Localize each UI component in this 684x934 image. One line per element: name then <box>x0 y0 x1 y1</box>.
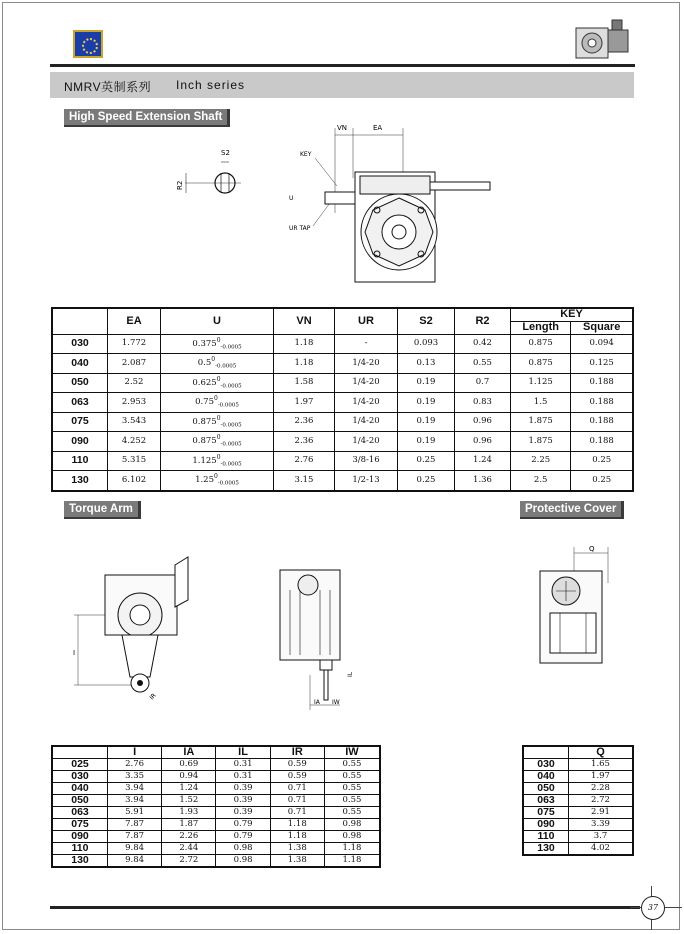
row-code: 040 <box>52 354 108 374</box>
label-i: I <box>73 649 76 657</box>
cell-q: 3.7 <box>569 831 634 843</box>
cell-r2: 1.36 <box>455 471 511 491</box>
cell-u-value: 1.125 <box>192 455 217 466</box>
row-code: 130 <box>52 471 108 491</box>
cell-i: 3.35 <box>108 771 162 783</box>
label-u: U <box>289 195 294 202</box>
cell-ir: 0.71 <box>270 795 324 807</box>
cell-iw: 0.98 <box>324 831 380 843</box>
cell-ia: 1.52 <box>162 795 216 807</box>
cell-i: 7.87 <box>108 819 162 831</box>
row-code: 075 <box>523 807 569 819</box>
extension-shaft-gearbox-drawing <box>285 118 495 288</box>
cell-il: 0.31 <box>216 771 270 783</box>
cell-vn: 2.36 <box>274 412 335 432</box>
header-rule <box>50 64 635 67</box>
cell-iw: 0.55 <box>324 771 380 783</box>
row-code: 110 <box>523 831 569 843</box>
cell-ea: 6.102 <box>108 471 161 491</box>
cell-u <box>161 432 274 452</box>
cell-u-value: 0.75 <box>195 396 214 407</box>
row-code: 075 <box>52 412 108 432</box>
col-ia: IA <box>162 746 216 759</box>
table-row <box>52 432 633 452</box>
table-row <box>52 393 633 413</box>
cell-ir: 1.18 <box>270 831 324 843</box>
cell-ea: 3.543 <box>108 412 161 432</box>
tol-upper: 0 <box>216 434 221 442</box>
table-row <box>523 807 633 819</box>
cell-ea: 2.52 <box>108 373 161 393</box>
cell-ia: 1.87 <box>162 819 216 831</box>
col-s2: S2 <box>398 308 455 334</box>
cell-ea: 2.953 <box>108 393 161 413</box>
label-ir: IR <box>148 692 158 702</box>
cell-q: 1.97 <box>569 771 634 783</box>
cell-key-square: 0.188 <box>571 412 633 432</box>
cell-vn: 1.97 <box>274 393 335 413</box>
cell-iw: 0.55 <box>324 795 380 807</box>
torque-arm-side-drawing <box>270 565 370 715</box>
cell-ia: 1.24 <box>162 783 216 795</box>
table-row <box>52 771 380 783</box>
row-code: 110 <box>52 843 108 855</box>
cell-ur: 1/4-20 <box>335 432 398 452</box>
cell-ia: 2.72 <box>162 855 216 868</box>
cell-ir: 1.18 <box>270 819 324 831</box>
protective-cover-table <box>522 745 634 856</box>
table-row <box>52 759 380 771</box>
tol-lower: -0.0005 <box>215 363 237 370</box>
cell-vn: 1.18 <box>274 354 335 374</box>
row-code: 050 <box>52 795 108 807</box>
tol-upper: 0 <box>214 395 218 403</box>
cell-u <box>161 451 274 471</box>
section-extension-shaft: High Speed Extension Shaft <box>64 109 230 127</box>
row-code: 030 <box>523 759 569 771</box>
table-row <box>52 843 380 855</box>
cell-il: 0.31 <box>216 759 270 771</box>
cell-r2: 0.42 <box>455 334 511 354</box>
tol-upper: 0 <box>216 453 221 461</box>
label-s2: S2 <box>221 149 230 157</box>
cell-u-value: 0.625 <box>192 377 217 388</box>
cell-r2: 0.7 <box>455 373 511 393</box>
footer-rule <box>50 906 640 909</box>
cell-s2: 0.19 <box>398 412 455 432</box>
protective-cover-drawing <box>530 543 610 673</box>
label-ur-tap: UR TAP <box>289 225 311 232</box>
tol-lower: -0.0005 <box>217 480 239 487</box>
table-row <box>523 783 633 795</box>
row-code: 030 <box>52 334 108 354</box>
cell-q: 2.72 <box>569 795 634 807</box>
cell-q: 2.28 <box>569 783 634 795</box>
row-code: 030 <box>52 771 108 783</box>
page-title: NMRV英制系列 <box>64 80 152 94</box>
tol-lower: -0.0005 <box>217 402 239 409</box>
cell-q: 2.91 <box>569 807 634 819</box>
cell-vn: 2.36 <box>274 432 335 452</box>
table-row <box>52 807 380 819</box>
cell-r2: 0.83 <box>455 393 511 413</box>
col-u: U <box>161 308 274 334</box>
col-il: IL <box>216 746 270 759</box>
cell-key-square: 0.25 <box>571 471 633 491</box>
tol-lower: -0.0005 <box>220 461 242 468</box>
cell-il: 0.39 <box>216 807 270 819</box>
cell-key-length: 1.875 <box>511 432 571 452</box>
cell-ur: 1/4-20 <box>335 373 398 393</box>
table-row <box>52 334 633 354</box>
row-code: 090 <box>523 819 569 831</box>
table-row <box>523 771 633 783</box>
cell-u-value: 1.25 <box>195 474 214 485</box>
cell-i: 7.87 <box>108 831 162 843</box>
col-key: KEY <box>511 308 634 321</box>
cell-iw: 1.18 <box>324 855 380 868</box>
cell-ir: 1.38 <box>270 855 324 868</box>
cell-u-value: 0.875 <box>192 435 217 446</box>
cell-key-length: 2.5 <box>511 471 571 491</box>
label-ia: IA <box>314 699 320 706</box>
row-code: 090 <box>52 831 108 843</box>
cell-i: 5.91 <box>108 807 162 819</box>
table-row <box>523 795 633 807</box>
col-i: I <box>108 746 162 759</box>
row-code: 130 <box>52 855 108 868</box>
tol-upper: 0 <box>216 336 221 344</box>
col-q: Q <box>569 746 634 759</box>
cell-key-length: 1.125 <box>511 373 571 393</box>
cell-key-square: 0.188 <box>571 432 633 452</box>
page-subtitle: Inch series <box>176 78 246 92</box>
extension-shaft-table <box>51 307 634 492</box>
cell-ur: - <box>335 334 398 354</box>
col-vn: VN <box>274 308 335 334</box>
cell-ea: 1.772 <box>108 334 161 354</box>
cell-u <box>161 334 274 354</box>
label-q: Q <box>589 545 595 553</box>
section-protective-cover: Protective Cover <box>520 501 624 519</box>
cell-ir: 1.38 <box>270 843 324 855</box>
row-code: 110 <box>52 451 108 471</box>
cell-ur: 1/2-13 <box>335 471 398 491</box>
table-row <box>52 373 633 393</box>
row-code: 050 <box>523 783 569 795</box>
col-key-length: Length <box>511 321 571 334</box>
cell-il: 0.39 <box>216 783 270 795</box>
row-code: 063 <box>523 795 569 807</box>
row-code: 040 <box>52 783 108 795</box>
label-key: KEY <box>300 151 312 158</box>
cell-i: 3.94 <box>108 783 162 795</box>
cell-s2: 0.13 <box>398 354 455 374</box>
cell-i: 9.84 <box>108 855 162 868</box>
cell-r2: 0.96 <box>455 412 511 432</box>
page-number: 37 <box>641 896 665 920</box>
label-il: IL <box>347 671 354 677</box>
cell-i: 9.84 <box>108 843 162 855</box>
row-code: 130 <box>523 843 569 856</box>
cell-u-value: 0.875 <box>192 416 217 427</box>
col-r2: R2 <box>455 308 511 334</box>
table-row <box>52 451 633 471</box>
cell-ea: 4.252 <box>108 432 161 452</box>
col-iw: IW <box>324 746 380 759</box>
cell-ir: 0.59 <box>270 771 324 783</box>
label-vn: VN <box>337 124 348 132</box>
cell-vn: 3.15 <box>274 471 335 491</box>
cell-s2: 0.25 <box>398 451 455 471</box>
tol-upper: 0 <box>216 375 221 383</box>
col-key-square: Square <box>571 321 633 334</box>
torque-arm-table <box>51 745 381 868</box>
cell-ur: 1/4-20 <box>335 412 398 432</box>
table-row <box>52 855 380 868</box>
table-row <box>52 471 633 491</box>
cell-vn: 1.18 <box>274 334 335 354</box>
col-ir: IR <box>270 746 324 759</box>
cell-ea: 5.315 <box>108 451 161 471</box>
cell-key-square: 0.094 <box>571 334 633 354</box>
cell-vn: 1.58 <box>274 373 335 393</box>
cell-s2: 0.19 <box>398 432 455 452</box>
label-r2: R2 <box>176 180 184 190</box>
cell-ia: 2.44 <box>162 843 216 855</box>
cell-ur: 1/4-20 <box>335 354 398 374</box>
row-code: 025 <box>52 759 108 771</box>
cell-r2: 1.24 <box>455 451 511 471</box>
cell-u <box>161 393 274 413</box>
cell-ir: 0.71 <box>270 783 324 795</box>
table-row <box>52 783 380 795</box>
cell-ia: 1.93 <box>162 807 216 819</box>
table-row <box>52 831 380 843</box>
cell-ir: 0.59 <box>270 759 324 771</box>
table-row <box>523 843 633 856</box>
cell-il: 0.79 <box>216 831 270 843</box>
cell-iw: 0.55 <box>324 783 380 795</box>
gearmotor-thumbnail-icon <box>572 18 632 62</box>
tol-lower: -0.0005 <box>220 422 242 429</box>
cell-iw: 1.18 <box>324 843 380 855</box>
row-code: 063 <box>52 807 108 819</box>
cell-il: 0.98 <box>216 855 270 868</box>
tol-lower: -0.0005 <box>220 441 242 448</box>
cell-key-length: 0.875 <box>511 354 571 374</box>
table-row <box>523 819 633 831</box>
cell-q: 3.39 <box>569 819 634 831</box>
cell-u-value: 0.5 <box>197 357 212 368</box>
table-row <box>523 831 633 843</box>
tol-upper: 0 <box>211 356 216 364</box>
cell-vn: 2.76 <box>274 451 335 471</box>
cell-key-length: 2.25 <box>511 451 571 471</box>
cell-r2: 0.96 <box>455 432 511 452</box>
section-torque-arm: Torque Arm <box>64 501 141 519</box>
cell-iw: 0.55 <box>324 759 380 771</box>
cell-ia: 0.94 <box>162 771 216 783</box>
corner-cell <box>523 746 569 759</box>
cell-u-value: 0.375 <box>192 338 217 349</box>
cell-ur: 3/8-16 <box>335 451 398 471</box>
cell-r2: 0.55 <box>455 354 511 374</box>
row-code: 050 <box>52 373 108 393</box>
cell-s2: 0.25 <box>398 471 455 491</box>
table-row <box>52 819 380 831</box>
corner-cell <box>52 308 108 334</box>
cell-s2: 0.093 <box>398 334 455 354</box>
row-code: 090 <box>52 432 108 452</box>
tol-upper: 0 <box>216 414 221 422</box>
cell-ea: 2.087 <box>108 354 161 374</box>
shaft-keyway-drawing <box>175 140 245 210</box>
cell-ia: 2.26 <box>162 831 216 843</box>
cell-ia: 0.69 <box>162 759 216 771</box>
cell-key-length: 0.875 <box>511 334 571 354</box>
company-logo <box>73 30 103 58</box>
cell-iw: 0.98 <box>324 819 380 831</box>
table-row <box>52 795 380 807</box>
label-ea: EA <box>373 124 383 132</box>
tol-upper: 0 <box>214 473 218 481</box>
cell-q: 4.02 <box>569 843 634 856</box>
cell-key-length: 1.5 <box>511 393 571 413</box>
cell-il: 0.39 <box>216 795 270 807</box>
cell-key-square: 0.188 <box>571 373 633 393</box>
cell-u <box>161 471 274 491</box>
cell-il: 0.98 <box>216 843 270 855</box>
row-code: 063 <box>52 393 108 413</box>
col-ur: UR <box>335 308 398 334</box>
row-code: 075 <box>52 819 108 831</box>
cell-key-square: 0.125 <box>571 354 633 374</box>
tol-lower: -0.0005 <box>220 344 242 351</box>
row-code: 040 <box>523 771 569 783</box>
corner-cell <box>52 746 108 759</box>
cell-il: 0.79 <box>216 819 270 831</box>
cell-s2: 0.19 <box>398 373 455 393</box>
col-ea: EA <box>108 308 161 334</box>
cell-key-square: 0.25 <box>571 451 633 471</box>
cell-i: 2.76 <box>108 759 162 771</box>
cell-i: 3.94 <box>108 795 162 807</box>
cell-u <box>161 412 274 432</box>
tol-lower: -0.0005 <box>220 383 242 390</box>
cell-u <box>161 373 274 393</box>
cell-iw: 0.55 <box>324 807 380 819</box>
cell-ur: 1/4-20 <box>335 393 398 413</box>
torque-arm-front-drawing <box>70 555 200 715</box>
cell-key-square: 0.188 <box>571 393 633 413</box>
label-iw: IW <box>332 699 340 706</box>
cell-q: 1.65 <box>569 759 634 771</box>
cell-key-length: 1.875 <box>511 412 571 432</box>
table-row <box>52 412 633 432</box>
table-row <box>52 354 633 374</box>
cell-ir: 0.71 <box>270 807 324 819</box>
cell-s2: 0.19 <box>398 393 455 413</box>
table-row <box>523 759 633 771</box>
cell-u <box>161 354 274 374</box>
